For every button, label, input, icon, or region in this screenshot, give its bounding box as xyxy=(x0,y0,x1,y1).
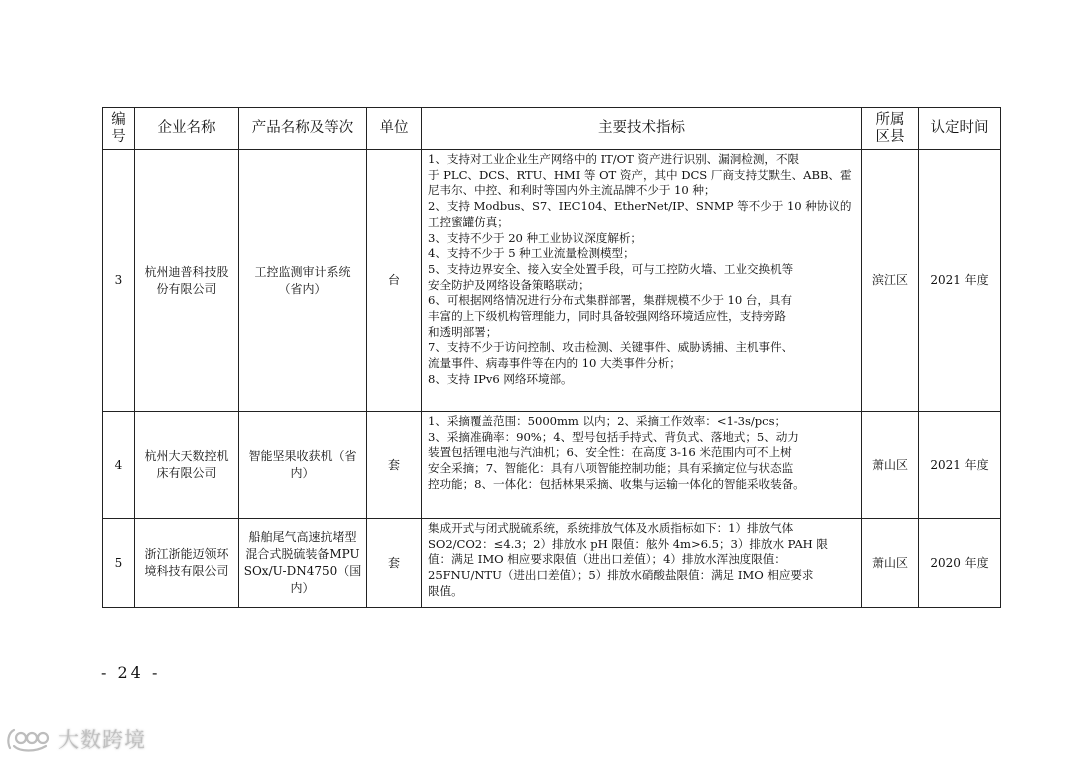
spec-line: 尼韦尔、中控、和利时等国内外主流品牌不少于 10 种； xyxy=(428,183,716,198)
cell-spec xyxy=(422,519,862,608)
cell-district: 滨江区 xyxy=(862,150,919,412)
dashuju-logo-icon xyxy=(6,726,52,752)
cell-spec xyxy=(422,412,862,519)
spec-line: 6、可根据网络情况进行分布式集群部署，集群规模不少于 10 台，具有 xyxy=(428,293,793,308)
spec-line: 值：满足 IMO 相应要求限值（进出口差值）；4）排放水浑浊度限值： xyxy=(428,552,786,567)
spec-line: 流量事件、病毒事件等在内的 10 大类事件分析； xyxy=(428,356,681,371)
page-number: - 24 - xyxy=(101,663,161,682)
spec-line: 1、支持对工业企业生产网络中的 IT/OT 资产进行识别、漏洞检测，不限 xyxy=(428,152,800,166)
cell-no: 4 xyxy=(103,412,135,519)
cell-unit: 套 xyxy=(367,412,422,519)
cell-company: 杭州大天数控机床有限公司 xyxy=(135,412,239,519)
spec-line: 25FNU/NTU（进出口差值）；5）排放水硝酸盐限值：满足 IMO 相应要求 xyxy=(428,568,814,583)
cell-spec xyxy=(422,150,862,412)
header-no: 编号 xyxy=(103,108,135,150)
cell-no: 5 xyxy=(103,519,135,608)
header-year: 认定时间 xyxy=(919,108,1001,150)
cell-no: 3 xyxy=(103,150,135,412)
header-product: 产品名称及等次 xyxy=(239,108,367,150)
spec-line: 装置包括锂电池与汽油机；6、安全性：在高度 3-16 米范围内可不上树 xyxy=(428,445,792,460)
spec-line: 3、采摘准确率：90%；4、型号包括手持式、背负式、落地式；5、动力 xyxy=(428,429,799,444)
watermark-text: 大数跨境 xyxy=(58,728,146,752)
spec-line: 安全防护及网络设备策略联动； xyxy=(428,277,590,292)
cell-year: 2020 年度 xyxy=(919,519,1001,608)
cell-year: 2021 年度 xyxy=(919,412,1001,519)
spec-line: 5、支持边界安全、接入安全处置手段，可与工控防火墙、工业交换机等 xyxy=(428,261,794,276)
cell-district: 萧山区 xyxy=(862,519,919,608)
cell-product: 工控监测审计系统（省内） xyxy=(239,150,367,412)
spec-line: 于 PLC、DCS、RTU、HMI 等 OT 资产，其中 DCS 厂商支持艾默生、ABB、霍 xyxy=(428,167,852,182)
table-row xyxy=(103,519,1001,608)
header-unit: 单位 xyxy=(367,108,422,150)
cell-product: 智能坚果收获机（省内） xyxy=(239,412,367,519)
spec-line: 1、采摘覆盖范围：5000mm 以内；2、采摘工作效率：<1-3s/pcs； xyxy=(428,414,787,428)
spec-line: 集成开式与闭式脱硫系统，系统排放气体及水质指标如下：1）排放气体 xyxy=(428,521,794,535)
cell-company: 浙江浙能迈领环境科技有限公司 xyxy=(135,519,239,608)
cell-product: 船舶尾气高速抗堵型混合式脱硫装备MPUSOx/U-DN4750（国内） xyxy=(239,519,367,608)
spec-line: 丰富的上下级机构管理能力，同时具备较强网络环境适应性，支持旁路 xyxy=(428,309,786,324)
watermark xyxy=(6,724,146,754)
spec-line: 7、支持不少于访问控制、攻击检测、关键事件、威胁诱捕、主机事件、 xyxy=(428,340,794,355)
cell-district: 萧山区 xyxy=(862,412,919,519)
spec-line: 控功能；8、一体化：包括林果采摘、收集与运输一体化的智能采收装备。 xyxy=(428,476,805,491)
table-row xyxy=(103,412,1001,519)
cell-unit: 套 xyxy=(367,519,422,608)
spec-line: 安全采摘；7、智能化：具有八项智能控制功能；具有采摘定位与状态监 xyxy=(428,461,794,476)
cell-year: 2021 年度 xyxy=(919,150,1001,412)
spec-line: 3、支持不少于 20 种工业协议深度解析； xyxy=(428,230,642,245)
spec-line: SO2/CO2：≤4.3；2）排放水 pH 限值：舷外 4m>6.5；3）排放水 PAH 限 xyxy=(428,536,828,551)
spec-line: 限值。 xyxy=(428,583,463,598)
table-row xyxy=(103,150,1001,412)
cell-company: 杭州迪普科技股份有限公司 xyxy=(135,150,239,412)
header-spec: 主要技术指标 xyxy=(422,108,862,150)
table-header-row xyxy=(103,108,1001,150)
product-table xyxy=(102,107,1001,608)
cell-unit: 台 xyxy=(367,150,422,412)
spec-line: 4、支持不少于 5 种工业流量检测模型； xyxy=(428,246,635,261)
header-district: 所属区县 xyxy=(862,108,919,150)
header-company: 企业名称 xyxy=(135,108,239,150)
spec-line: 工控蜜罐仿真； xyxy=(428,214,509,229)
spec-line: 8、支持 IPv6 网络环境部。 xyxy=(428,371,573,386)
spec-line: 2、支持 Modbus、S7、IEC104、EtherNet/IP、SNMP 等不少于 10 种协议的 xyxy=(428,199,852,214)
spec-line: 和透明部署； xyxy=(428,324,498,339)
